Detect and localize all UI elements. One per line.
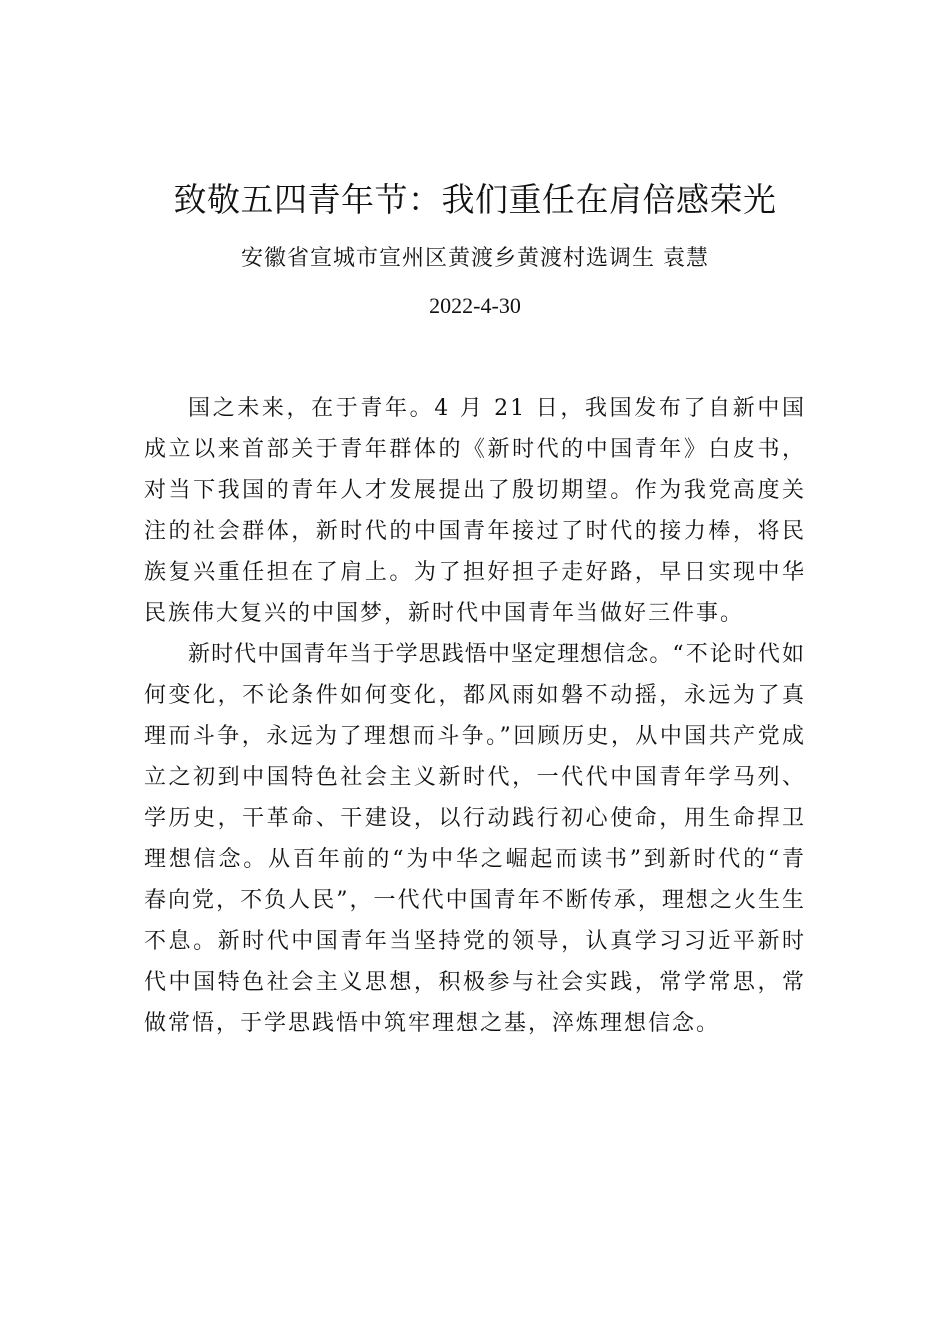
document-title: 致敬五四青年节：我们重任在肩倍感荣光 [173, 180, 777, 219]
paragraph-1 [144, 388, 806, 634]
document-date: 2022-4-30 [429, 293, 521, 318]
article-body [144, 388, 806, 1044]
paragraph-lead-sentence: 新时代中国青年当于学思践悟中坚定理想信念。 [188, 642, 673, 667]
author-line: 安徽省宣城市宣州区黄渡乡黄渡村选调生 袁慧 [241, 246, 709, 271]
paragraph-text: “不论时代如何变化，不论条件如何变化，都风雨如磐不动摇，永远为了真理而斗争，永远为了理想而斗争。”回顾历史，从中国共产党成立之初到中国特色社会主义新时代，一代代中国青年学马列、学历史，干革命、干建设，以行动践行初心使命，用生命捍卫理想信念。从百年前的“为中华之崛起而读书”到新时代的“青春向党，不负人民”，一代代中国青年不断传承，理想之火生生不息。新时代中国青年当坚持党的领导，认真学习习近平新时代中国特色社会主义思想，积极参与社会实践，常学常思，常做常悟，于学思践悟中筑牢理想之基，淬炼理想信念。 [144, 642, 806, 1036]
paragraph-text: 国之未来，在于青年。4 月 21 日，我国发布了自新中国成立以来首部关于青年群体的《新时代的中国青年》白皮书，对当下我国的青年人才发展提出了殷切期望。作为我党高度关注的社会群体，新时代的中国青年接过了时代的接力棒，将民族复兴重任担在了肩上。为了担好担子走好路，早日实现中华民族伟大复兴的中国梦，新时代中国青年当做好三件事。 [144, 396, 806, 626]
paragraph-2 [144, 634, 806, 1044]
